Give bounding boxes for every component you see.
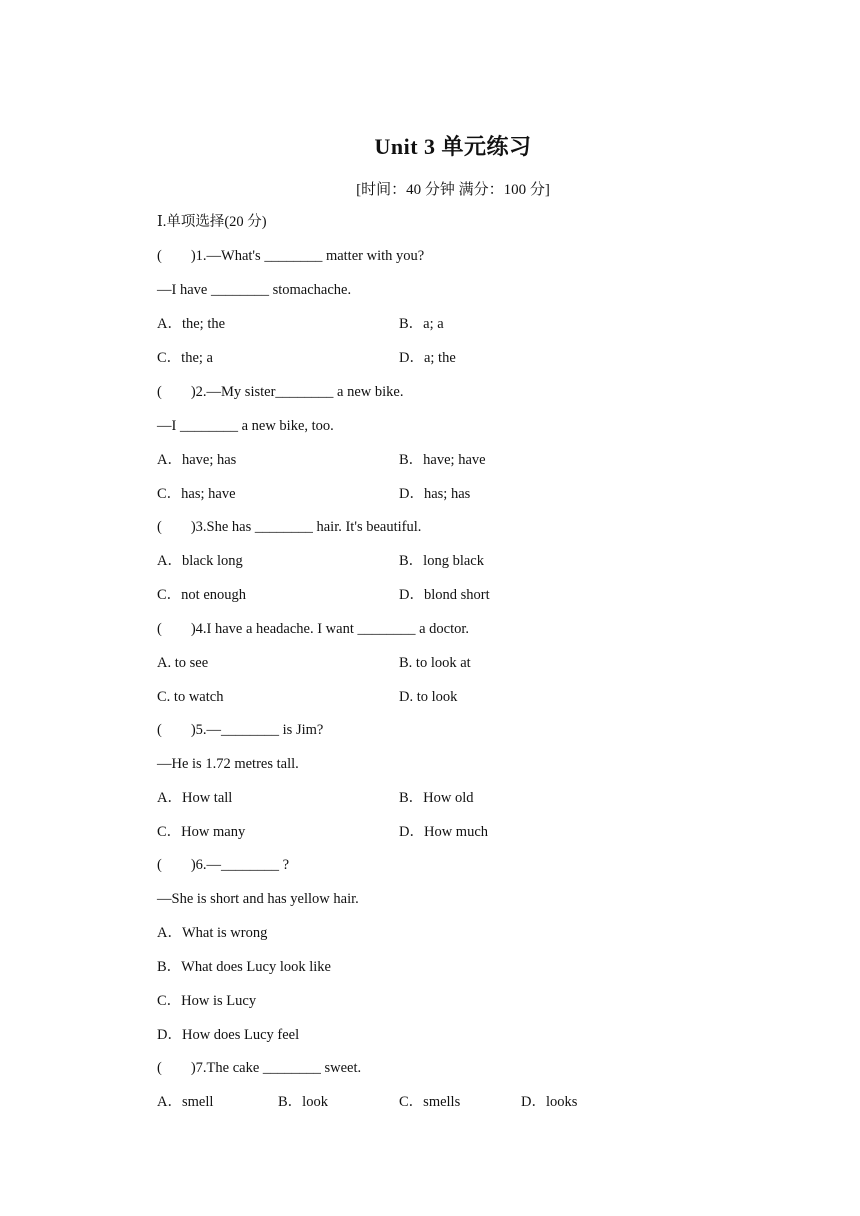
- question-2-option-d: D．has; has: [399, 486, 471, 502]
- question-7-stem: ( )7.The cake ________ sweet.: [157, 1060, 362, 1076]
- question-2-option-c: C．has; have: [157, 486, 236, 502]
- question-6-option-b: B．What does Lucy look like: [157, 959, 331, 975]
- question-1-option-a: A．the; the: [157, 316, 226, 332]
- question-3-option-c: C．not enough: [157, 587, 247, 603]
- question-3-option-b: B．long black: [399, 553, 484, 569]
- question-1-option-d: D．a; the: [399, 350, 456, 366]
- question-6-option-d: D．How does Lucy feel: [157, 1027, 300, 1043]
- question-4-option-b: B. to look at: [399, 655, 471, 671]
- question-4-option-a: A. to see: [157, 655, 209, 671]
- question-2-option-a: A．have; has: [157, 452, 237, 468]
- question-4-option-c: C. to watch: [157, 689, 224, 705]
- question-5-stem: ( )5.—________ is Jim?: [157, 722, 324, 738]
- question-3-option-d: D．blond short: [399, 587, 490, 603]
- question-4-option-d: D. to look: [399, 689, 458, 705]
- question-5-option-c: C．How many: [157, 824, 246, 840]
- question-2-stem: ( )2.—My sister________ a new bike.: [157, 384, 404, 400]
- question-6-stem: ( )6.—________ ?: [157, 857, 290, 873]
- question-1-response: —I have ________ stomachache.: [157, 282, 352, 298]
- question-5-option-b: B．How old: [399, 790, 474, 806]
- question-3-option-a: A．black long: [157, 553, 243, 569]
- question-5-response: —He is 1.72 metres tall.: [157, 756, 299, 772]
- question-1-option-b: B．a; a: [399, 316, 444, 332]
- question-5-option-a: A．How tall: [157, 790, 233, 806]
- question-1-stem: ( )1.—What's ________ matter with you?: [157, 248, 425, 264]
- question-7-option-b: B．look: [278, 1094, 328, 1110]
- section-heading: Ⅰ.单项选择(20 分): [157, 214, 267, 230]
- question-5-option-d: D．How much: [399, 824, 489, 840]
- question-4-stem: ( )4.I have a headache. I want ________ a doctor.: [157, 621, 470, 637]
- question-2-option-b: B．have; have: [399, 452, 486, 468]
- question-1-option-c: C．the; a: [157, 350, 213, 366]
- question-7-option-d: D．looks: [521, 1094, 578, 1110]
- time-and-score: [时间：40 分钟 满分：100 分]: [356, 182, 550, 198]
- question-6-response: —She is short and has yellow hair.: [157, 891, 359, 907]
- question-6-option-c: C．How is Lucy: [157, 993, 257, 1009]
- question-2-response: —I ________ a new bike, too.: [157, 418, 334, 434]
- question-7-option-c: C．smells: [399, 1094, 461, 1110]
- question-7-option-a: A．smell: [157, 1094, 214, 1110]
- question-6-option-a: A．What is wrong: [157, 925, 268, 941]
- question-3-stem: ( )3.She has ________ hair. It's beautiful.: [157, 519, 422, 535]
- page-title: Unit 3 单元练习: [374, 134, 532, 159]
